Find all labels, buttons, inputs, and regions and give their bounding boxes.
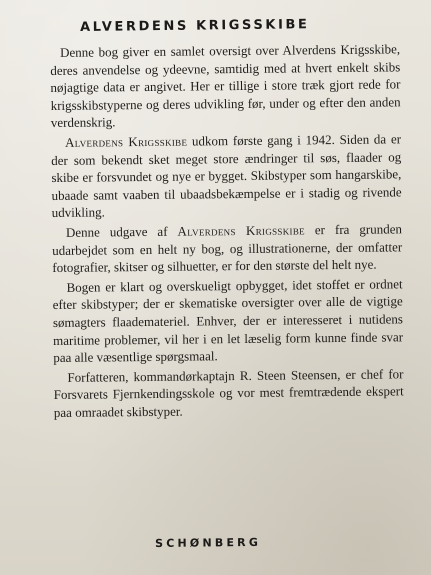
paragraph-history-text: udkom første gang i 1942. Siden da er der som bekendt sket meget store ændringer til søs, flaader og skibe er forsvundet og nye er bygget. Skibstyper som hangarskibe, ubaade samt vaaben til ubaadsbekæmpelse er i stadig og rivende udvikling. (51, 131, 402, 221)
publisher-name: SCHØNBERG (155, 535, 262, 550)
paragraph-overview: Denne bog giver en samlet oversigt over Alverdens Krigsskibe, deres anvendelse og ydeevne, samtidig med at hvert enkelt skibs nøjagtige data er angivet. Her er tillige i store træk gjort rede for krigsskibstyperne og deres udvikling før, under og efter den anden verdenskrig. (50, 41, 401, 131)
book-title-smallcaps: Alverdens Krigsskibe (177, 222, 305, 239)
paragraph-structure: Bogen er klart og overskueligt opbygget, idet stoffet er ordnet efter skibstyper; der er skematiske oversigter over alle de vigtige sømagters flaademateriel. Enhver, der er interesseret i nutidens maritime problemer, vil her i en let læselig form kunne finde svar paa alle væsentlige spørgsmaal. (52, 276, 404, 366)
paragraph-history (51, 130, 402, 222)
paragraph-edition-text: er fra grunden udarbejdet som en helt ny bog, og illustrationerne, der omfatter fotografier, skitser og silhuetter, er for den største del helt nye. (52, 221, 403, 276)
paragraph-edition (52, 220, 403, 276)
paragraph-author: Forfatteren, kommandørkaptajn R. Steen Steensen, er chef for Forsvarets Fjernkendingsskole og vor mest fremtrædende ekspert paa omraadet skibstyper. (53, 366, 404, 420)
paragraph-edition-start: Denne udgave af (65, 223, 178, 240)
blurb-text (50, 40, 404, 423)
cover-title: ALVERDENS KRIGSSKIBE (80, 17, 310, 35)
book-title-smallcaps: Alverdens Krigsskibe (64, 133, 188, 150)
